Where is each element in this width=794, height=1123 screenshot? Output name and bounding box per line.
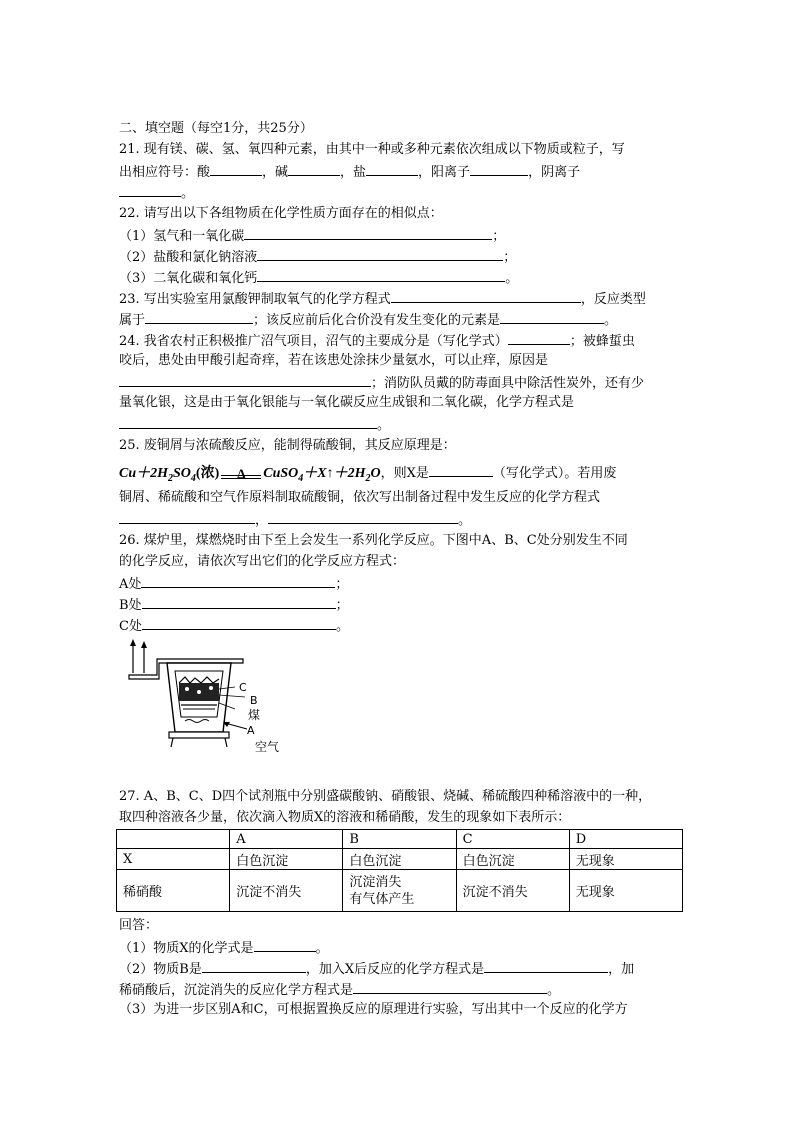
- answer-blank[interactable]: [145, 309, 253, 324]
- q26-line2: 的化学反应，请依次写出它们的化学反应方程式：: [119, 554, 406, 569]
- answer-blank[interactable]: [202, 958, 306, 973]
- q22-item3: （3）二氧化碳和氧化钙 。: [119, 267, 518, 287]
- chemical-equation: $Cu+2H_2SO_4$(浓) Δ $CuSO_4+X↑+2H_2O$: [119, 465, 381, 484]
- answer-blank[interactable]: [268, 509, 458, 524]
- answer-blank[interactable]: [142, 615, 336, 630]
- q26-a: A处 ；: [119, 573, 348, 593]
- q27-line2: 取四种溶液各少量，依次滴入物质X的溶液和稀硝酸，发生的现象如下表所示：: [119, 810, 571, 825]
- answer-blank[interactable]: [257, 267, 505, 282]
- label-a: A: [247, 724, 255, 737]
- section-title: 二、填空题（每空1分，共25分）: [119, 121, 313, 136]
- answer-blank[interactable]: [500, 309, 604, 324]
- answer-blank[interactable]: [119, 372, 371, 387]
- q21-line3: 。: [119, 182, 194, 202]
- q25-line4: ， 。: [119, 509, 471, 529]
- label-air: 空气: [255, 740, 280, 754]
- q22-line1: 22. 请写出以下各组物质在化学性质方面存在的相似点：: [119, 206, 443, 221]
- answer-blank[interactable]: [484, 958, 608, 973]
- answer-blank[interactable]: [391, 288, 581, 303]
- q21-line2: 出相应符号：酸 ，碱 ，盐 ，阳离子 ，阴离子: [119, 161, 580, 181]
- label-c: C: [239, 681, 247, 694]
- q24-line5: 。: [119, 414, 390, 434]
- q26-line1: 26. 煤炉里，煤燃烧时由下至上会发生一系列化学反应。下图中A、B、C处分别发生不同: [119, 533, 628, 548]
- table-row: 稀硝酸 沉淀不消失 沉淀消失 有气体产生 沉淀不消失 无现象: [117, 870, 683, 912]
- table-row: X 白色沉淀 白色沉淀 白色沉淀 无现象: [117, 849, 683, 870]
- q27-part2-cont: 稀硝酸后，沉淀消失的反应化学方程式是 。: [119, 979, 560, 999]
- answer-blank[interactable]: [244, 225, 492, 240]
- answer-heading: 回答：: [119, 918, 159, 933]
- answer-blank[interactable]: [119, 414, 377, 429]
- answer-blank[interactable]: [429, 462, 493, 477]
- q22-item1: （1）氢气和一氧化碳 ；: [119, 225, 505, 245]
- answer-blank[interactable]: [257, 246, 503, 261]
- answer-blank[interactable]: [119, 509, 255, 524]
- answer-blank[interactable]: [210, 161, 262, 176]
- table-header-row: A B C D: [117, 830, 683, 849]
- heat-condition-sign: Δ: [219, 464, 263, 484]
- q24-line1: 24. 我省农村正积极推广沼气项目，沼气的主要成分是（写化学式） ；被蜂蜇虫: [119, 330, 635, 350]
- answer-blank[interactable]: [141, 573, 335, 588]
- answer-blank[interactable]: [470, 161, 528, 176]
- q26-b: B处 ；: [119, 594, 349, 614]
- observation-table: [116, 829, 683, 912]
- answer-blank[interactable]: [142, 594, 336, 609]
- answer-blank[interactable]: [353, 979, 547, 994]
- q27-line1: 27. A、B、C、D四个试剂瓶中分别盛碳酸钠、硝酸银、烧碱、稀硫酸四种稀溶液中的一种，: [119, 789, 652, 804]
- q27-part3: （3）为进一步区别A和C，可根据置换反应的原理进行实验，写出其中一个反应的化学方: [119, 1002, 628, 1017]
- answer-blank[interactable]: [119, 182, 181, 197]
- q26-c: C处 。: [119, 615, 349, 635]
- q25-line3: 铜屑、稀硫酸和空气作原料制取硫酸铜，依次写出制备过程中发生反应的化学方程式: [119, 490, 601, 505]
- label-coal: 煤: [248, 708, 261, 722]
- q25-equation-line: $Cu+2H_2SO_4$(浓) Δ $CuSO_4+X↑+2H_2O$，则X是 （写化学式）。若用废: [119, 462, 616, 486]
- q27-part2: （2）物质B是 ，加入X后反应的化学方程式是 ，加: [119, 958, 634, 978]
- label-b: B: [250, 694, 258, 707]
- answer-blank[interactable]: [288, 161, 340, 176]
- q24-line4: 量氧化银，这是由于氧化银能与一氧化碳反应生成银和二氧化碳，化学方程式是: [119, 395, 575, 410]
- q23-line1: 23. 写出实验室用氯酸钾制取氧气的化学方程式 ，反应类型: [119, 288, 646, 308]
- answer-blank[interactable]: [366, 161, 418, 176]
- q25-line1: 25. 废铜屑与浓硫酸反应，能制得硫酸铜，其反应原理是：: [119, 438, 456, 453]
- q24-line2: 咬后，患处由甲酸引起奇痒，若在该患处涂抹少量氨水，可以止痒，原因是: [119, 353, 549, 368]
- answer-blank[interactable]: [508, 330, 570, 345]
- q21-line1: 21. 现有镁、碳、氢、氧四种元素，由其中一种或多种元素依次组成以下物质或粒子，写: [119, 142, 625, 157]
- q27-part1: （1）物质X的化学式是 。: [119, 937, 329, 957]
- q24-line3: ；消防队员戴的防毒面具中除活性炭外，还有少: [119, 372, 644, 392]
- q22-item2: （2）盐酸和氯化钠溶液 ；: [119, 246, 516, 266]
- q23-line2: 属于 ；该反应前后化合价没有发生变化的元素是 。: [119, 309, 617, 329]
- answer-blank[interactable]: [254, 937, 316, 952]
